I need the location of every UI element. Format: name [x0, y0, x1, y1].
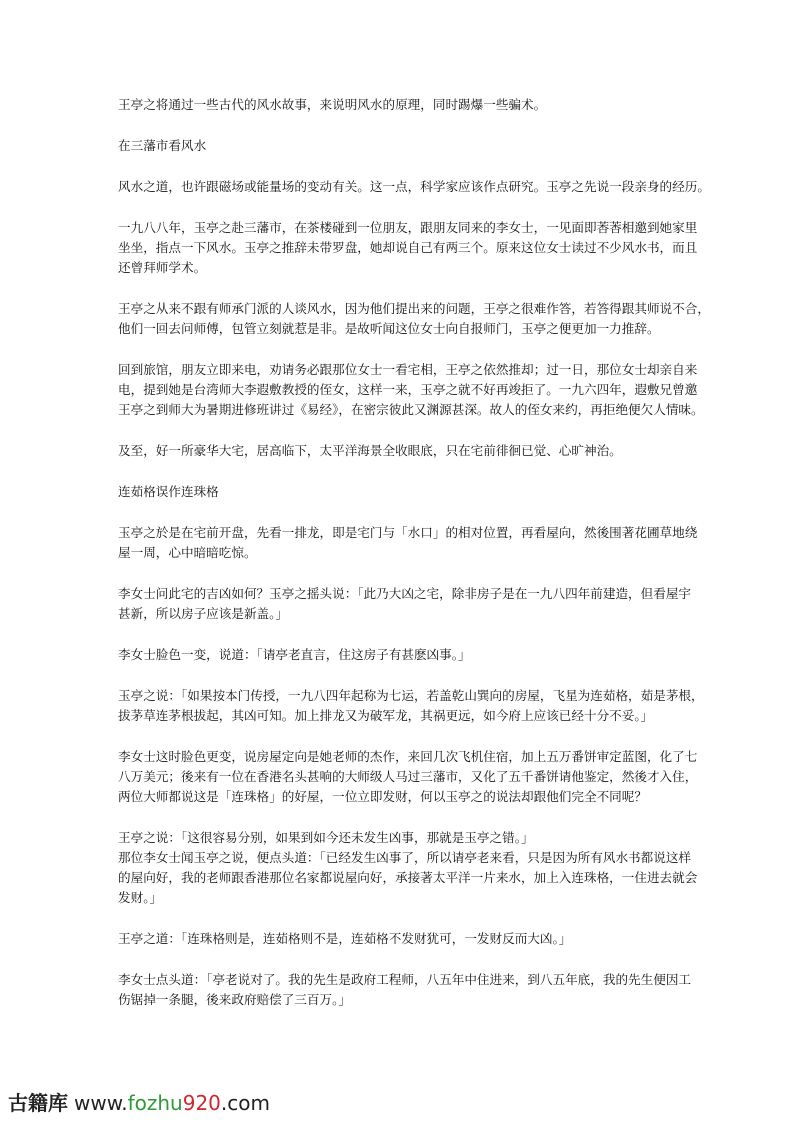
text-line: 他们一回去问师傅，包管立刻就惹是非。是故听闻这位女士向自报师门，玉亭之便更加一力推辞。	[118, 321, 660, 336]
text-line: 王亭之说：「这很容易分别，如果到如今还未发生凶事，那就是玉亭之错。」	[118, 830, 534, 845]
site-name: 古籍库	[8, 1091, 68, 1115]
watermark-footer	[8, 1087, 270, 1116]
url-suffix: .com	[220, 1091, 270, 1115]
text-line: 风水之道，也许跟磁场或能量场的变动有关。这一点，科学家应该作点研究。玉亭之先说一段亲身的经历。	[118, 179, 710, 194]
text-line: 王亭之将通过一些古代的风水故事，来说明风水的原理，同时踢爆一些骗术。	[118, 97, 547, 112]
paragraph	[118, 523, 698, 563]
paragraph	[118, 970, 692, 1010]
paragraph	[118, 177, 710, 197]
text-line: 屋一周，心中暗暗吃惊。	[118, 545, 257, 560]
text-line: 王亭之道：「连珠格则是，连茹格则不是，连茹格不发财犹可，一发财反而大凶。」	[118, 931, 572, 946]
text-line: 发财。」	[118, 890, 163, 905]
paragraph	[118, 441, 688, 461]
section-heading	[118, 482, 688, 502]
paragraph	[118, 360, 704, 420]
text-line: 王亭之从来不跟有师承门派的人谈风水，因为他们提出来的问题，王亭之很难作答，若答得跟其师说不合，	[118, 301, 710, 316]
text-line: 的屋向好，我的老师跟香港那位名家都说屋向好，承接著太平洋一片来水，加上入连珠格，一住进去就会	[118, 870, 698, 885]
paragraph	[118, 95, 688, 115]
paragraph	[118, 747, 698, 807]
text-line: 李女士问此宅的吉凶如何？玉亭之摇头说：「此乃大凶之宅，除非房子是在一九八四年前建造，但看屋宇	[118, 586, 692, 601]
text-line: 还曾拜师学术。	[118, 260, 207, 275]
text-line: 拔茅草连茅根拔起，其凶可知。加上排龙又为破军龙，其祸更远，如今府上应该已经十分不妥。」	[118, 708, 654, 723]
paragraph	[118, 218, 698, 278]
text-line: 八万美元；後来有一位在香港名头甚响的大师级人马过三藩市，又化了五千番饼请他鉴定，然後才入住，	[118, 769, 698, 784]
text-line: 连茹格误作连珠格	[118, 484, 219, 499]
section-heading	[118, 136, 688, 156]
text-line: 在三藩市看风水	[118, 138, 207, 153]
text-line: 甚新，所以房子应该是新盖。」	[118, 606, 289, 621]
text-line: 那位李女士闻玉亭之说，便点头道：「已经发生凶事了，所以请亭老来看，只是因为所有风水书都说这样	[118, 850, 692, 865]
text-line: 李女士这时脸色更变，说房屋定向是她老师的杰作，来回几次飞机住宿，加上五万番饼审定蓝图，化了七	[118, 749, 698, 764]
text-line: 伤锯掉一条腿，後来政府赔偿了三百万。」	[118, 992, 351, 1007]
paragraph	[118, 686, 704, 726]
text-line: 一九八八年，玉亭之赴三藩市，在茶楼碰到一位朋友，跟朋友同来的李女士，一见面即莕莕相邀到她家里	[118, 220, 698, 235]
paragraph	[118, 584, 692, 624]
text-line: 王亭之到师大为暑期进修班讲过《易经》，在密宗彼此又渊源甚深。故人的侄女来约，再拒绝便欠人情味。	[118, 402, 704, 417]
text-line: 及至，好一所豪华大宅，居高临下，太平洋海景全收眼底，只在宅前徘徊已觉、心旷神治。	[118, 443, 622, 458]
text-line: 两位大师都说这是「连珠格」的好屋，一位立即发财，何以玉亭之的说法却跟他们完全不同呢？	[118, 789, 647, 804]
text-line: 玉亭之於是在宅前开盘，先看一排龙，即是宅门与「水口」的相对位置，再看屋向，然後围著花圃草地绕	[118, 525, 698, 540]
text-line: 李女士脸色一变，说道：「请亭老直言，住这房子有甚麽凶事。」	[118, 647, 471, 662]
paragraph	[118, 645, 688, 665]
url-red-part: 920	[182, 1091, 221, 1115]
text-line: 回到旅馆，朋友立即来电，劝请务必跟那位女士一看宅相，王亭之依然推却；过一日，那位女士却亲自来	[118, 362, 698, 377]
text-line: 电，提到她是台湾师大李遐敷教授的侄女，这样一来，玉亭之就不好再竣拒了。一九六四年，遐敷兄曾邀	[118, 382, 698, 397]
document-body	[118, 95, 710, 1031]
text-line: 玉亭之说：「如果按本门传授，一九八四年起称为七运，若盖乾山巽向的房屋，飞星为连茹格，茹是茅根，	[118, 688, 704, 703]
paragraph	[118, 299, 710, 339]
url-green-part: fozhu	[127, 1091, 183, 1115]
paragraph	[118, 929, 688, 949]
paragraph	[118, 828, 698, 908]
text-line: 坐坐，指点一下风水。玉亭之推辞未带罗盘，她却说自己有两三个。原来这位女士读过不少风水书，而且	[118, 240, 698, 255]
text-line: 李女士点头道：「亭老说对了。我的先生是政府工程师，八五年中住进来，到八五年底，我的先生便因工	[118, 972, 692, 987]
url-prefix: www.	[74, 1091, 128, 1115]
